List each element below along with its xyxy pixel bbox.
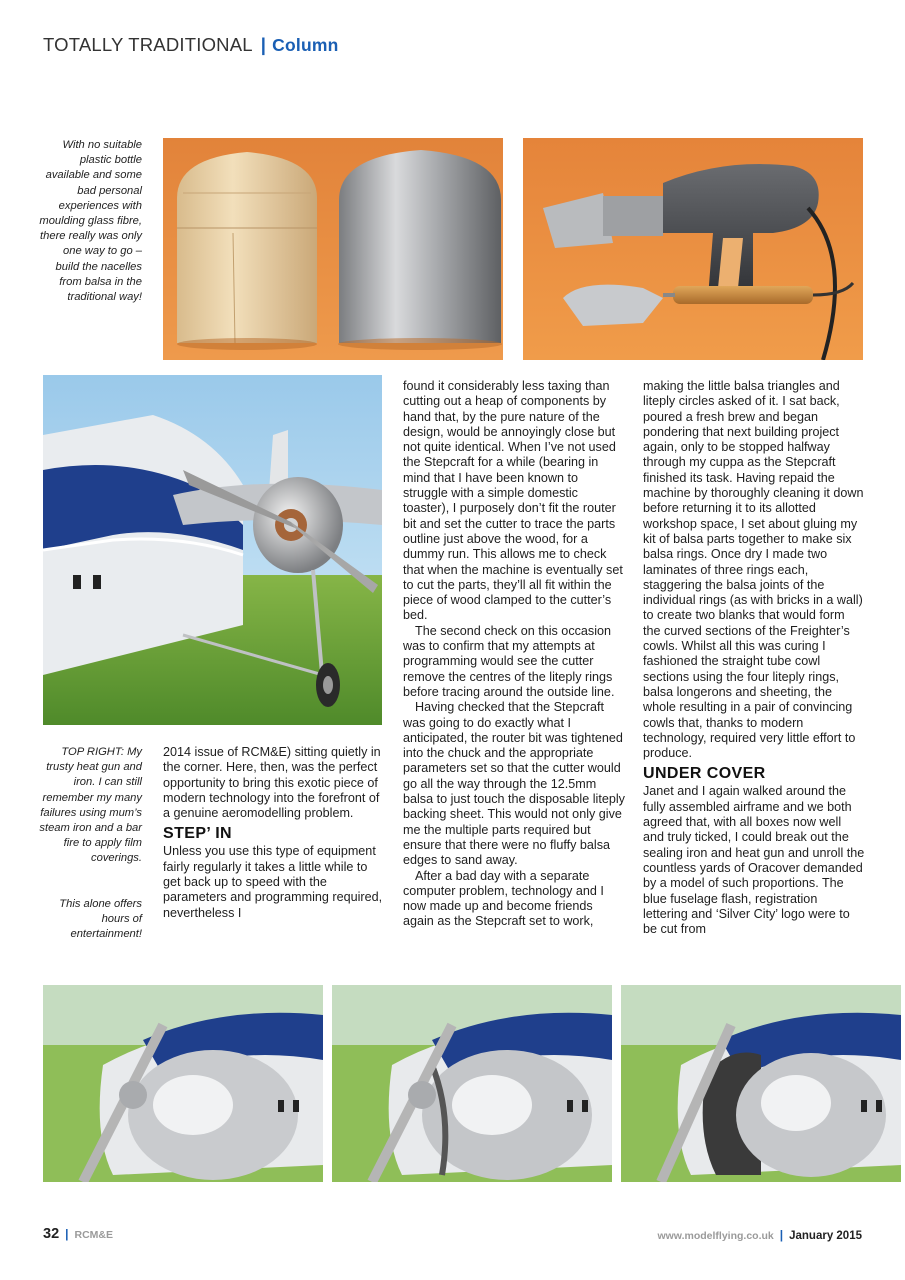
photo-aircraft-nacelle bbox=[43, 375, 382, 725]
section-title: TOTALLY TRADITIONAL bbox=[43, 34, 253, 55]
paragraph: Janet and I again walked around the fully assembled airframe and we both agreed that, with all boxes now well and truly ticked, I could break out the sealing iron and heat gun and unroll the countless yards of Oracover demanded by a model of such proportions. The blue fuselage flash, registration lettering and ‘Silver City’ logo were to be cut from bbox=[643, 784, 865, 937]
page-number: 32 bbox=[43, 1226, 60, 1242]
footer-right bbox=[657, 1228, 862, 1242]
header-separator: | bbox=[260, 34, 267, 55]
paragraph: The second check on this occasion was to confirm that my attempts at programming would see the cutter remove the centres of the liteply rings before tracing around the outside line. bbox=[403, 623, 615, 699]
subheading-under-cover: UNDER COVER bbox=[643, 765, 766, 783]
subheading-step-in: STEP’ IN bbox=[163, 825, 232, 843]
photo-heat-gun-and-iron bbox=[523, 138, 863, 360]
photo-cowl-sequence-2 bbox=[332, 985, 612, 1182]
paragraph: After a bad day with a separate computer problem, technology and I now made up and become friends again as the Stepcraft set to work, bbox=[403, 868, 604, 929]
paragraph: 2014 issue of RCM&E) sitting quietly in the corner. Here, then, was the perfect opportunity to bring this exotic piece of modern technology into the forefront of a genuine aeromodelling problem. bbox=[163, 745, 381, 821]
article-column-1 bbox=[163, 745, 385, 921]
paragraph: Having checked that the Stepcraft was going to do exactly what I anticipated, the router bit was tightened into the chuck and the appropriate parameters set so that the cutter would go all the way through the 12.5mm balsa to just touch the disposable liteply backing sheet. This would not only give me the multiple parts required but ensure that there were no fluffy balsa edges to sand away. bbox=[403, 700, 625, 868]
section-label: Column bbox=[272, 35, 339, 55]
photo-nacelles bbox=[163, 138, 503, 360]
photo-caption-heat-gun: TOP RIGHT: My trusty heat gun and iron. I can still remember my many failures using mum’s steam iron and a bar fire to apply film coverings. bbox=[39, 746, 142, 865]
photo-caption-nacelles: With no suitable plastic bottle available and some bad personal experiences with moulding glass fibre, there really was only one way to go – build the nacelles from balsa in the traditional way! bbox=[39, 139, 142, 304]
issue-date: January 2015 bbox=[789, 1230, 862, 1242]
footer-left bbox=[43, 1226, 113, 1242]
article-column-3 bbox=[643, 379, 865, 937]
running-header bbox=[43, 34, 339, 56]
magazine-name: RCM&E bbox=[74, 1229, 113, 1241]
footer-separator: | bbox=[779, 1228, 784, 1242]
paragraph: found it considerably less taxing than cutting out a heap of components by hand that, by the pure nature of the design, would be annoyingly close but not quite identical. When I’ve not used the Stepcraft for a while (bearing in mind that I have been known to struggle with a simple domestic toaster), I purposely don’t fit the router bit and set the cutter to trace the parts outline just above the wood, for a dummy run. This allows me to check that when the machine is eventually set to cut the parts, they’ll all fit within the piece of wood clamped to the cutter’s bed. bbox=[403, 379, 623, 623]
paragraph: Unless you use this type of equipment fairly regularly it takes a little while to get back up to speed with the parameters and programming required, nevertheless I bbox=[163, 844, 383, 920]
photo-cowl-sequence-1 bbox=[43, 985, 323, 1182]
photo-caption-entertainment: This alone offers hours of entertainment! bbox=[59, 898, 142, 941]
paragraph: making the little balsa triangles and liteply circles asked of it. I sat back, poured a fresh brew and began pondering that next building project again, only to be stopped halfway through my cuppa as the Stepcraft finished its task. Having repaid the machine by thoroughly cleaning it down before returning it to its allotted workshop space, I set about gluing my kit of balsa parts together to make six balsa rings. Once dry I made two laminates of three rings each, staggering the balsa joints of the individual rings (as with bricks in a wall) to create two blanks that would form the curved sections of the Freighter’s cowls. Whilst all this was curing I fashioned the straight tube cowl sections using the four liteply rings, balsa longerons and sheeting, the whole resulting in a pair of convincing cowls that, thanks to modern technology, required very little effort to produce. bbox=[643, 379, 864, 761]
footer-separator: | bbox=[65, 1227, 69, 1241]
photo-cowl-sequence-3 bbox=[621, 985, 901, 1182]
website-link[interactable]: www.modelflying.co.uk bbox=[657, 1230, 774, 1242]
article-column-2 bbox=[403, 379, 625, 930]
